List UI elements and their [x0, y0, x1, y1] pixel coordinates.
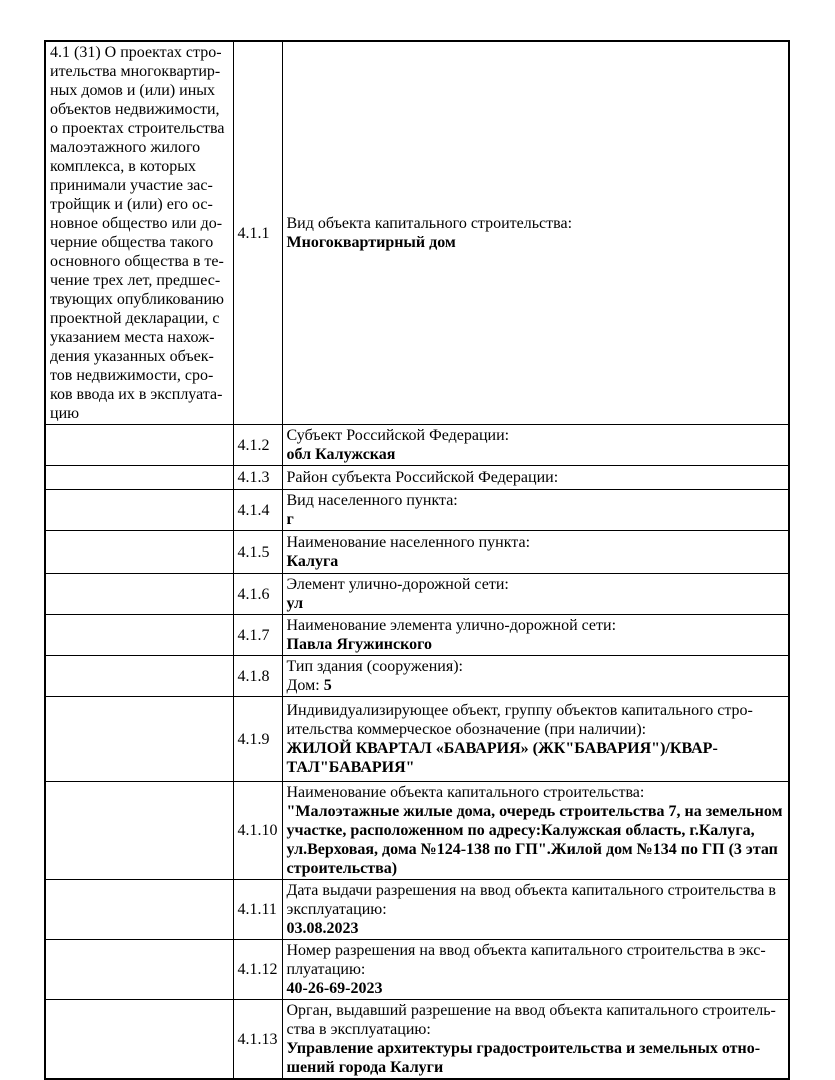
field-cell — [282, 490, 789, 531]
row-number-cell — [233, 656, 282, 697]
table-row — [45, 697, 789, 782]
field-label: Район субъекта Российской Федерации: — [286, 469, 559, 486]
field-value-line — [287, 594, 785, 613]
field-cell — [282, 656, 789, 697]
field-cell — [282, 574, 789, 615]
field-value: "Малоэтажные жилые дома, очередь строительства 7, на земельном участке, расположенном по адресу:Калужская область, г.Калуга, ул.Верховая, дома №124-138 по ГП".Жилой дом №134 по ГП (3 этап строительства) — [286, 803, 783, 877]
row-number: 4.1.10 — [237, 822, 278, 839]
field-value: Управление архитектуры градостроительства и земельных отношений города Калуги — [286, 1040, 761, 1076]
table-row — [45, 531, 789, 574]
field-value-line — [287, 919, 785, 938]
row-number: 4.1.3 — [237, 469, 270, 486]
field-label: Субъект Российской Федерации: — [286, 427, 510, 444]
field-label: Наименование объекта капитального строительства: — [286, 784, 645, 801]
row-number: 4.1.8 — [237, 667, 270, 685]
row-number-cell — [233, 490, 282, 531]
field-value: 03.08.2023 — [286, 920, 359, 937]
field-value-line — [287, 1039, 785, 1077]
field-label: Вид объекта капитального строительства: — [286, 215, 573, 232]
row-number-cell — [233, 615, 282, 656]
section-description-cell — [45, 1000, 233, 1080]
row-number-cell — [233, 574, 282, 615]
field-label: Индивидуализирующее объект, группу объектов капитального строительства коммерческое обозначение (при наличии): — [286, 702, 753, 738]
table-row — [45, 574, 789, 615]
field-cell — [282, 782, 789, 880]
field-value: Павла Ягужинского — [286, 636, 432, 653]
row-number: 4.1.5 — [237, 543, 270, 561]
row-number-cell — [233, 1000, 282, 1080]
field-cell — [282, 41, 789, 425]
field-value: Многоквартирный дом — [286, 234, 456, 251]
row-number: 4.1.12 — [237, 961, 278, 978]
row-number: 4.1.6 — [237, 585, 270, 603]
row-number: 4.1.13 — [237, 1030, 278, 1048]
field-value: Калуга — [286, 553, 339, 570]
row-number: 4.1.7 — [237, 626, 270, 644]
section-description-cell — [45, 782, 233, 880]
row-number: 4.1.2 — [237, 436, 270, 454]
field-value-line — [287, 635, 785, 654]
field-value: ЖИЛОЙ КВАРТАЛ «БАВАРИЯ» (ЖК"БАВАРИЯ")/КВАРТАЛ"БАВАРИЯ" — [286, 740, 718, 776]
field-cell — [282, 940, 789, 1000]
field-label: Номер разрешения на ввод объекта капитального строительства в эксплуатацию: — [286, 942, 766, 978]
table-row — [45, 656, 789, 697]
field-label: Вид населенного пункта: — [286, 492, 458, 509]
field-value-line — [287, 979, 785, 998]
row-number-cell — [233, 531, 282, 574]
table-row — [45, 880, 789, 940]
field-value-prefix: Дом: — [286, 677, 324, 694]
field-label: Наименование населенного пункта: — [286, 534, 531, 551]
field-cell — [282, 880, 789, 940]
field-cell — [282, 531, 789, 574]
field-label: Наименование элемента улично-дорожной сети: — [286, 617, 617, 634]
field-value: ул — [286, 595, 304, 612]
row-number-cell — [233, 782, 282, 880]
section-description-cell — [45, 880, 233, 940]
field-cell — [282, 615, 789, 656]
field-label: Элемент улично-дорожной сети: — [286, 576, 509, 593]
row-number: 4.1.11 — [237, 901, 277, 918]
table-row — [45, 41, 789, 425]
field-label: Тип здания (сооружения): — [286, 658, 463, 675]
field-value: г — [286, 511, 294, 528]
field-value-line — [287, 445, 785, 464]
row-number: 4.1.4 — [237, 501, 270, 519]
project-declaration-table — [44, 40, 790, 1080]
row-number-cell — [233, 425, 282, 466]
section-description-cell — [45, 490, 233, 531]
field-cell — [282, 425, 789, 466]
section-description-cell — [45, 656, 233, 697]
row-number: 4.1.9 — [237, 730, 270, 748]
section-description-cell — [45, 574, 233, 615]
row-number-cell — [233, 697, 282, 782]
table-body — [45, 41, 789, 1079]
table-row — [45, 490, 789, 531]
row-number: 4.1.1 — [237, 224, 270, 242]
table-row — [45, 1000, 789, 1080]
row-number-cell — [233, 940, 282, 1000]
field-value: 5 — [323, 677, 332, 694]
table-row — [45, 425, 789, 466]
table-row — [45, 940, 789, 1000]
field-value-line — [287, 676, 785, 695]
section-description-cell — [45, 940, 233, 1000]
section-description: 4.1 (31) О проектах строительства многоквартирных домов и (или) иных объектов недвижимости, о проектах строительства малоэтажного жилого комплекса, в которых принимали участие застройщик и (или) его основное общество или дочерние общества такого основного общества в течение трех лет, предшествующих опубликованию проектной декларации, с указанием места нахождения указанных объектов недвижимости, сроков ввода их в эксплуатацию — [50, 44, 225, 422]
field-cell — [282, 1000, 789, 1080]
section-description-cell — [45, 466, 233, 490]
field-value-line — [287, 552, 785, 571]
field-cell — [282, 697, 789, 782]
table-row — [45, 782, 789, 880]
field-value: 40-26-69-2023 — [286, 980, 383, 997]
field-value-line — [287, 802, 785, 878]
field-value-line — [287, 233, 785, 252]
row-number-cell — [233, 880, 282, 940]
table-row — [45, 466, 789, 490]
row-number-cell — [233, 41, 282, 425]
section-description-cell — [45, 531, 233, 574]
table-row — [45, 615, 789, 656]
field-label: Орган, выдавший разрешение на ввод объекта капитального строительства в эксплуатацию: — [286, 1002, 776, 1038]
section-description-cell — [45, 41, 233, 425]
section-description-cell — [45, 425, 233, 466]
field-label: Дата выдачи разрешения на ввод объекта капитального строительства в эксплуатацию: — [286, 882, 776, 918]
row-number-cell — [233, 466, 282, 490]
field-value-line — [287, 510, 785, 529]
field-value-line — [287, 739, 785, 777]
field-cell — [282, 466, 789, 490]
field-value: обл Калужская — [286, 446, 396, 463]
section-description-cell — [45, 615, 233, 656]
section-description-cell — [45, 697, 233, 782]
